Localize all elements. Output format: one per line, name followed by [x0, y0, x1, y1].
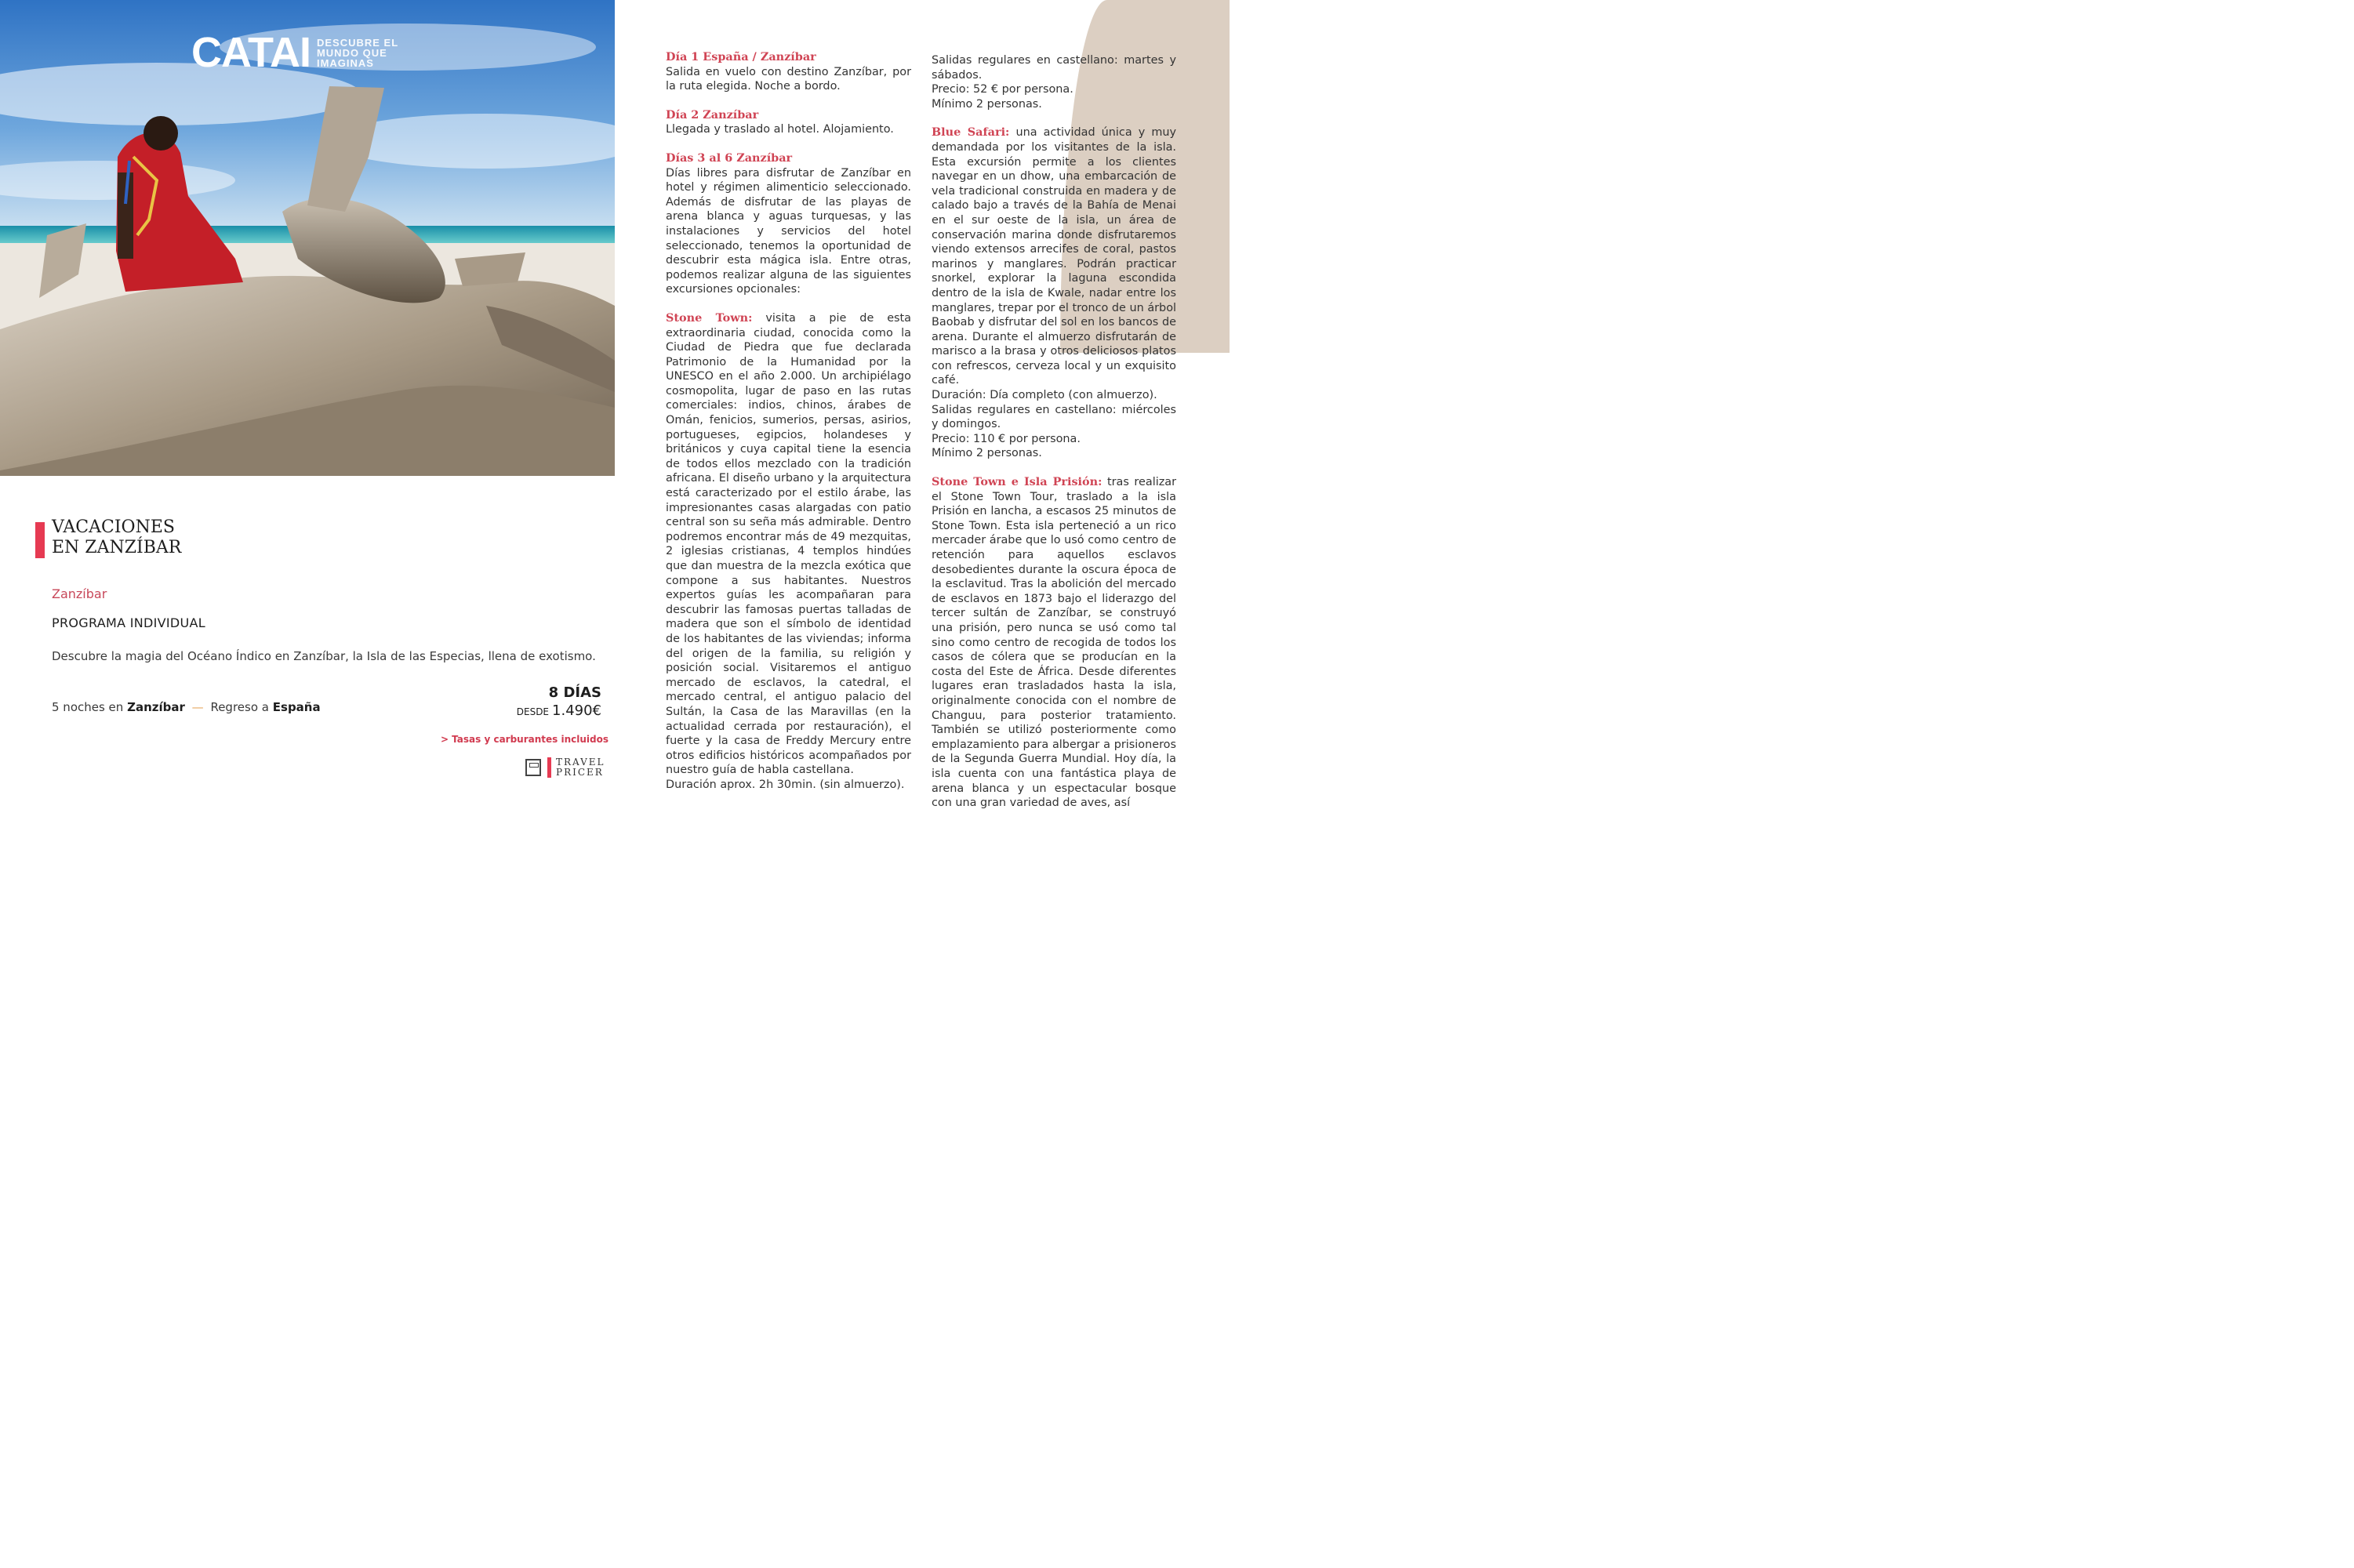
route-summary — [52, 700, 321, 714]
prison-island-text: tras realizar el Stone Town Tour, traslado a la isla Prisión en lancha, a escasos 25 minutos de Stone Town. Esta isla perteneció a un rico mercader árabe que lo usó como centro de retención para aquellos esclavos desobedientes durante la oscura época de la esclavitud. Tras la abolición del mercado de esclavos en 1873 bajo el liderazgo del tercer sultán de Zanzíbar, se construyó una prisión, pero nunca se usó como tal sino como centro de recogida de todos los casos de cólera que se producían en la costa del Este de África. Desde diferentes lugares eran trasladados hasta la isla, originalmente conocida con el nombre de Changuu, para posterior tratamiento. También se utilizó posteriormente como emplazamiento para albergar a prisioneros de la Segunda Guerra Mundial. Hoy día, la isla cuenta con una fantástica playa de arena blanca y un espectacular bosque con una gran variedad de aves, así — [932, 476, 1176, 810]
schedule-line: Salidas regulares en castellano: martes y sábados. — [932, 54, 1176, 82]
day-1-block — [666, 50, 911, 94]
route-place: Zanzíbar — [127, 700, 185, 714]
offer-description: Descubre la magia del Océano Índico en Zanzíbar, la Isla de las Especias, llena de exotismo. — [52, 649, 596, 663]
offer-title-line: VACACIONES — [52, 517, 175, 537]
schedule-line: Precio: 52 € por persona. — [932, 83, 1073, 96]
destination-label: Zanzíbar — [52, 586, 107, 601]
blue-safari-line: Mínimo 2 personas. — [932, 447, 1042, 460]
itinerary-column-1 — [666, 50, 911, 793]
route-separator: — — [191, 700, 204, 714]
blue-safari-heading: Blue Safari: — [932, 125, 1010, 140]
days-3-6-heading: Días 3 al 6 Zanzíbar — [666, 151, 793, 165]
blue-safari-text: una actividad única y muy demandada por los visitantes de la isla. Esta excursión permite a los clientes navegar en un dhow, una embarcación de vela tradicional construida en madera y de calado bajo a través de la Bahía de Menai en el sur oeste de la isla, un área de conservación marina donde disfrutaremos viendo extensos arrecifes de coral, pastos marinos y manglares. Podrán practicar snorkel, explorar la laguna escondida dentro de la isla de Kwale, nadar entre los manglares, trepar por el tronco de un árbol Baobab y disfrutar del sol en los bancos de arena. Durante el almuerzo disfrutarán de marisco a la brasa y otros deliciosos platos con refrescos, cerveza local y un exquisito café. — [932, 126, 1176, 387]
itinerary-column-2 — [932, 53, 1176, 811]
day-1-heading: Día 1 España / Zanzíbar — [666, 50, 816, 64]
blue-safari-line: Duración: Día completo (con almuerzo). — [932, 389, 1157, 402]
brand-line: TRAVEL — [556, 757, 605, 768]
logo-tagline-line: IMAGINAS — [316, 56, 374, 69]
day-2-heading: Día 2 Zanzíbar — [666, 107, 759, 122]
offer-title-line: EN ZANZÍBAR — [52, 538, 182, 557]
trip-days: 8 DÍAS — [548, 684, 601, 701]
blue-safari-line: Salidas regulares en castellano: miércoles y domingos. — [932, 403, 1176, 431]
schedule-line: Mínimo 2 personas. — [932, 97, 1042, 111]
price-value: 1.490€ — [552, 702, 601, 719]
brand-line: PRICER — [556, 767, 604, 778]
route-return-place: España — [272, 700, 321, 714]
cover-photo — [0, 0, 615, 476]
stone-town-text: visita a pie de esta extraordinaria ciudad, conocida como la Ciudad de Piedra que fue declarada Patrimonio de la Humanidad por la UNESCO en el año 2.000. Un archipiélago cosmopolita, lugar de paso en las rutas comerciales: indios, chinos, árabes de Omán, fenicios, sumerios, persas, asirios, portugueses, egipcios, holandeses y británicos y cuya capital tiene la esencia de todos ellos mezclado con la tradición africana. El diseño urbano y la arquitectura está caracterizado por el estilo árabe, las impresionantes casas alargadas con patio central son su seña más admirable. Dentro podremos encontrar más de 49 mezquitas, 2 iglesias cristianas, 4 templos hindúes que dan muestra de la mezcla exótica que compone a sus habitantes. Nuestros expertos guías les acompañaran para descubrir las famosas puertas talladas de madera que son el símbolo de identidad de los habitantes de las viviendas; informa del origen de la familia, su religión y posición social. Visitaremos el antiguo mercado de esclavos, la catedral, el mercado central, el antiguo palacio del Sultán, la Casa de las Maravillas (en la actualidad cerrada por restauración), el fuerte y la casa de Freddy Mercury entre otros edificios históricos acompañados por nuestro guía de habla castellana. — [666, 311, 912, 777]
stone-town-duration: Duración aprox. 2h 30min. (sin almuerzo). — [666, 778, 905, 791]
stone-town-block — [666, 311, 911, 793]
catai-logo — [191, 31, 398, 74]
brand-accent-bar — [547, 757, 551, 778]
price-block — [517, 702, 601, 719]
calculator-icon — [525, 759, 541, 776]
day-2-block — [666, 108, 911, 137]
days-3-6-block — [666, 151, 911, 297]
logo-tagline-line: MUNDO QUE — [316, 46, 387, 59]
days-3-6-text: Días libres para disfrutar de Zanzíbar en hotel y régimen alimenticio seleccionado. Además de disfrutar de las playas de arena blanca y aguas turquesas, y las instalaciones y servicios del hotel seleccionado, tenemos la oportunidad de descubrir esta mágica isla. Entre otras, podemos realizar alguna de las siguientes excursiones opcionales: — [666, 166, 911, 296]
travel-pricer-logo — [525, 757, 605, 778]
prison-island-block — [932, 475, 1176, 811]
logo-tagline — [317, 38, 398, 68]
title-accent-bar — [35, 522, 45, 558]
blue-safari-block — [932, 125, 1176, 461]
stone-town-heading: Stone Town: — [666, 310, 753, 325]
logo-tagline-line: DESCUBRE EL — [316, 36, 399, 49]
taxes-included-link[interactable]: > Tasas y carburantes incluidos — [440, 734, 608, 745]
day-2-text: Llegada y traslado al hotel. Alojamiento. — [666, 123, 894, 136]
day-1-text: Salida en vuelo con destino Zanzíbar, por la ruta elegida. Noche a bordo. — [666, 65, 911, 93]
price-from-label: DESDE — [516, 706, 550, 717]
stone-town-schedule — [932, 53, 1176, 111]
route-nights: 5 noches en — [52, 700, 124, 714]
blue-safari-line: Precio: 110 € por persona. — [932, 432, 1081, 445]
offer-title — [52, 517, 181, 558]
program-label: PROGRAMA INDIVIDUAL — [52, 615, 205, 630]
logo-word: CATAI — [191, 29, 311, 76]
route-return-label: Regreso a — [210, 700, 269, 714]
prison-island-heading: Stone Town e Isla Prisión: — [932, 475, 1103, 489]
brand-text — [556, 757, 605, 778]
